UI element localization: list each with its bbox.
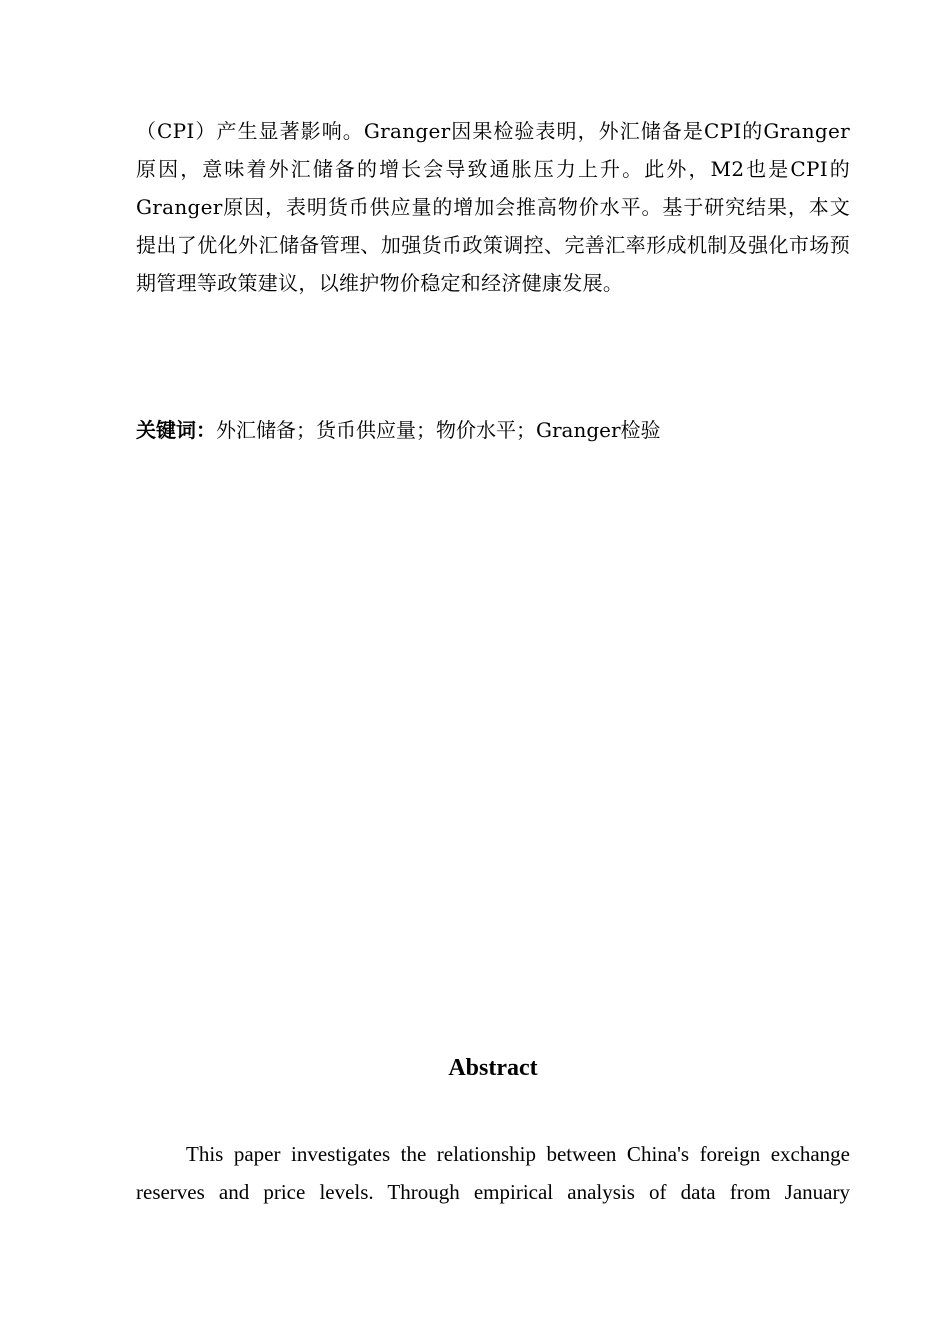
keywords-text: 外汇储备；货币供应量；物价水平；Granger检验 [216,418,661,442]
english-abstract-paragraph: This paper investigates the relationship between China's foreign exchange reserves and price levels. Through empirical analysis of data from January [136,1142,850,1204]
chinese-abstract-paragraph: （CPI）产生显著影响。Granger因果检验表明，外汇储备是CPI的Granger原因，意味着外汇储备的增长会导致通胀压力上升。此外，M2也是CPI的Granger原因，表明货币供应量的增加会推高物价水平。基于研究结果，本文提出了优化外汇储备管理、加强货币政策调控、完善汇率形成机制及强化市场预期管理等政策建议，以维护物价稳定和经济健康发展。 [136,119,850,295]
keywords-line [136,411,850,449]
keywords-label: 关键词： [136,418,216,442]
abstract-heading: Abstract [448,1055,538,1081]
